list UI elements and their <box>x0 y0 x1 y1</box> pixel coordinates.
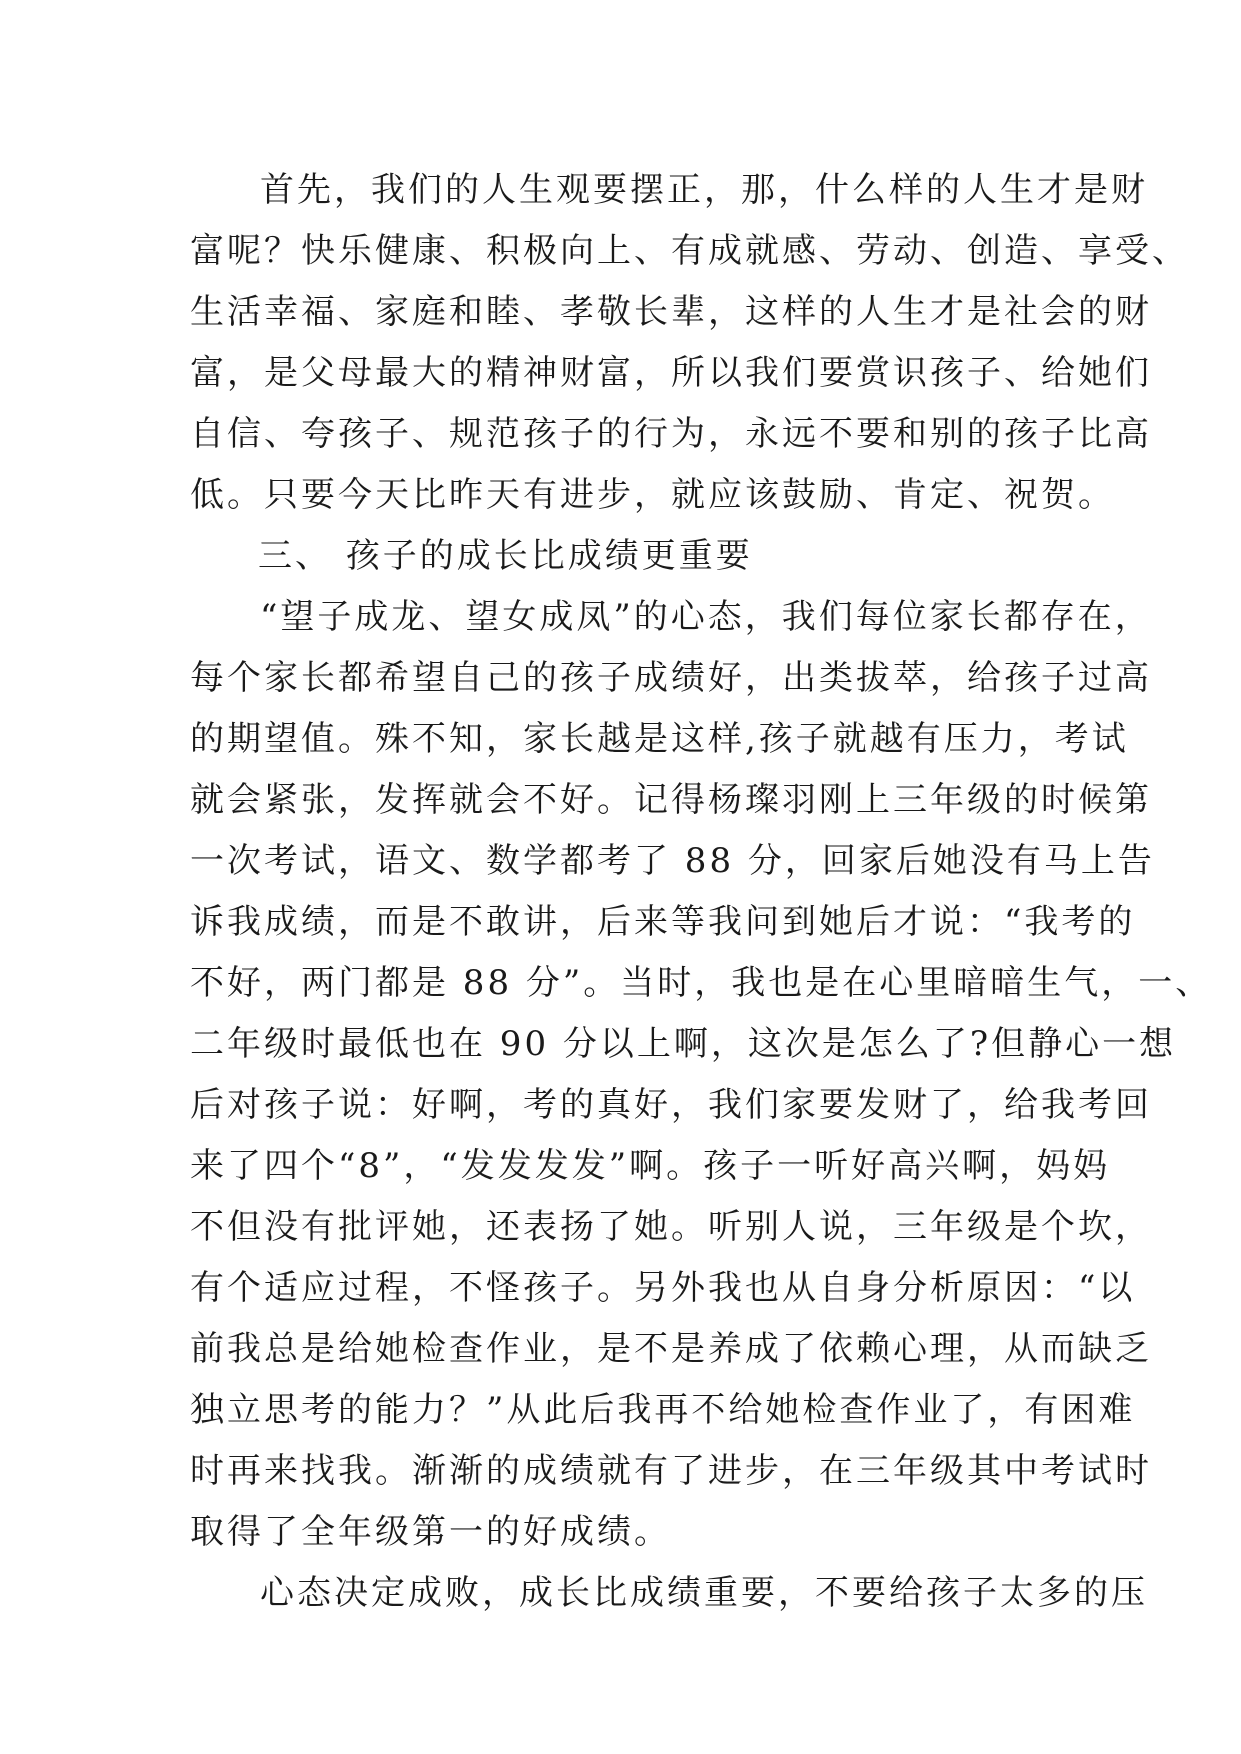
paragraph-line: “望子成龙、望女成凤”的心态，我们每位家长都存在， <box>260 597 1152 637</box>
paragraph-line: 生活幸福、家庭和睦、孝敬长辈，这样的人生才是社会的财 <box>190 292 1152 332</box>
body-text <box>190 160 1213 1624</box>
paragraph-line: 时再来找我。渐渐的成绩就有了进步，在三年级其中考试时 <box>190 1451 1152 1491</box>
paragraph-line: 就会紧张，发挥就会不好。记得杨璨羽刚上三年级的时候第 <box>190 780 1152 820</box>
paragraph-line: 前我总是给她检查作业，是不是养成了依赖心理，从而缺乏 <box>190 1329 1152 1369</box>
paragraph-line: 的期望值。殊不知，家长越是这样,孩子就越有压力，考试 <box>190 719 1129 759</box>
paragraph-line: 一次考试，语文、数学都考了 88 分，回家后她没有马上告 <box>190 841 1155 881</box>
paragraph-line: 低。只要今天比昨天有进步，就应该鼓励、肯定、祝贺。 <box>190 475 1115 515</box>
paragraph-line: 每个家长都希望自己的孩子成绩好，出类拔萃，给孩子过高 <box>190 658 1152 698</box>
paragraph-line: 取得了全年级第一的好成绩。 <box>190 1512 671 1552</box>
paragraph-line: 富，是父母最大的精神财富，所以我们要赏识孩子、给她们 <box>190 353 1152 393</box>
paragraph-line: 不但没有批评她，还表扬了她。听别人说，三年级是个坎， <box>190 1207 1152 1247</box>
paragraph-line: 不好，两门都是 88 分”。当时，我也是在心里暗暗生气，一、 <box>190 963 1213 1003</box>
paragraph-line: 独立思考的能力？”从此后我再不给她检查作业了，有困难 <box>190 1390 1136 1430</box>
section-heading: 三、 孩子的成长比成绩更重要 <box>258 536 753 576</box>
paragraph-line: 后对孩子说：好啊，考的真好，我们家要发财了，给我考回 <box>190 1085 1152 1125</box>
paragraph-line: 有个适应过程，不怪孩子。另外我也从自身分析原因：“以 <box>190 1268 1136 1308</box>
paragraph-line: 心态决定成败，成长比成绩重要，不要给孩子太多的压 <box>260 1573 1148 1613</box>
paragraph-line: 诉我成绩，而是不敢讲，后来等我问到她后才说：“我考的 <box>190 902 1136 942</box>
paragraph-line: 富呢？快乐健康、积极向上、有成就感、劳动、创造、享受、 <box>190 231 1189 271</box>
paragraph-line: 自信、夸孩子、规范孩子的行为，永远不要和别的孩子比高 <box>190 414 1152 454</box>
paragraph-line: 来了四个“8”，“发发发发”啊。孩子一听好高兴啊，妈妈 <box>190 1146 1111 1186</box>
paragraph-line: 首先，我们的人生观要摆正，那，什么样的人生才是财 <box>260 170 1148 210</box>
paragraph-line: 二年级时最低也在 90 分以上啊，这次是怎么了?但静心一想 <box>190 1024 1177 1064</box>
